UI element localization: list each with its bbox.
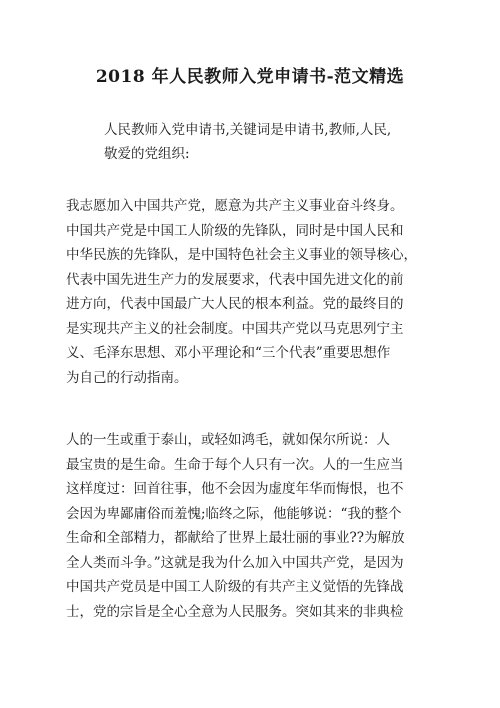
paragraph-line: 这样度过：回首往事，他不会因为虚度年华而悔恨，也不 [66, 481, 404, 497]
paragraph-line: 中国共产党是中国工人阶级的先锋队，同时是中国人民和 [66, 222, 404, 239]
paragraph-line: 为自己的行动指南。 [66, 369, 188, 386]
paragraph-line: 进方向，代表中国最广大人民的根本利益。党的最终目的 [66, 296, 404, 312]
paragraph-line: 代表中国先进生产力的发展要求，代表中国先进文化的前 [66, 271, 404, 288]
paragraph-line: 全人类而斗争。”这就是我为什么加入中国共产党，是因为 [66, 554, 404, 571]
paragraph-line: 人的一生或重于泰山，或轻如鸿毛，就如保尔所说：人 [66, 432, 390, 448]
paragraph-line: 义、毛泽东思想、邓小平理论和“三个代表”重要思想作 [66, 345, 391, 361]
paragraph-2 [66, 428, 438, 624]
paragraph-line: 是实现共产主义的社会制度。中国共产党以马克思列宁主 [66, 320, 404, 337]
paragraph-line: 最宝贵的是生命。生命于每个人只有一次。人的一生应当 [66, 456, 404, 473]
paragraph-line: 中国共产党员是中国工人阶级的有共产主义觉悟的先锋战 [66, 579, 404, 595]
intro-block [104, 118, 424, 166]
keywords-line: 人民教师入党申请书,关键词是申请书,教师,人民, [104, 122, 392, 138]
paragraph-1 [66, 194, 438, 390]
paragraph-line: 我志愿加入中国共产党，愿意为共产主义事业奋斗终身。 [66, 198, 404, 214]
paragraph-line: 中华民族的先锋队，是中国特色社会主义事业的领导核心， [66, 247, 417, 263]
document-title: 2018 年人民教师入党申请书-范文精选 [95, 67, 405, 87]
paragraph-line: 生命和全部精力，都献给了世界上最壮丽的事业??为解放 [66, 530, 405, 546]
paragraph-line: 会因为卑鄙庸俗而羞愧;临终之际，他能够说：“我的整个 [66, 505, 402, 522]
paragraph-line: 士，党的宗旨是全心全意为人民服务。突如其来的非典检 [66, 603, 404, 620]
salutation: 敬爱的党组织: [104, 146, 190, 162]
